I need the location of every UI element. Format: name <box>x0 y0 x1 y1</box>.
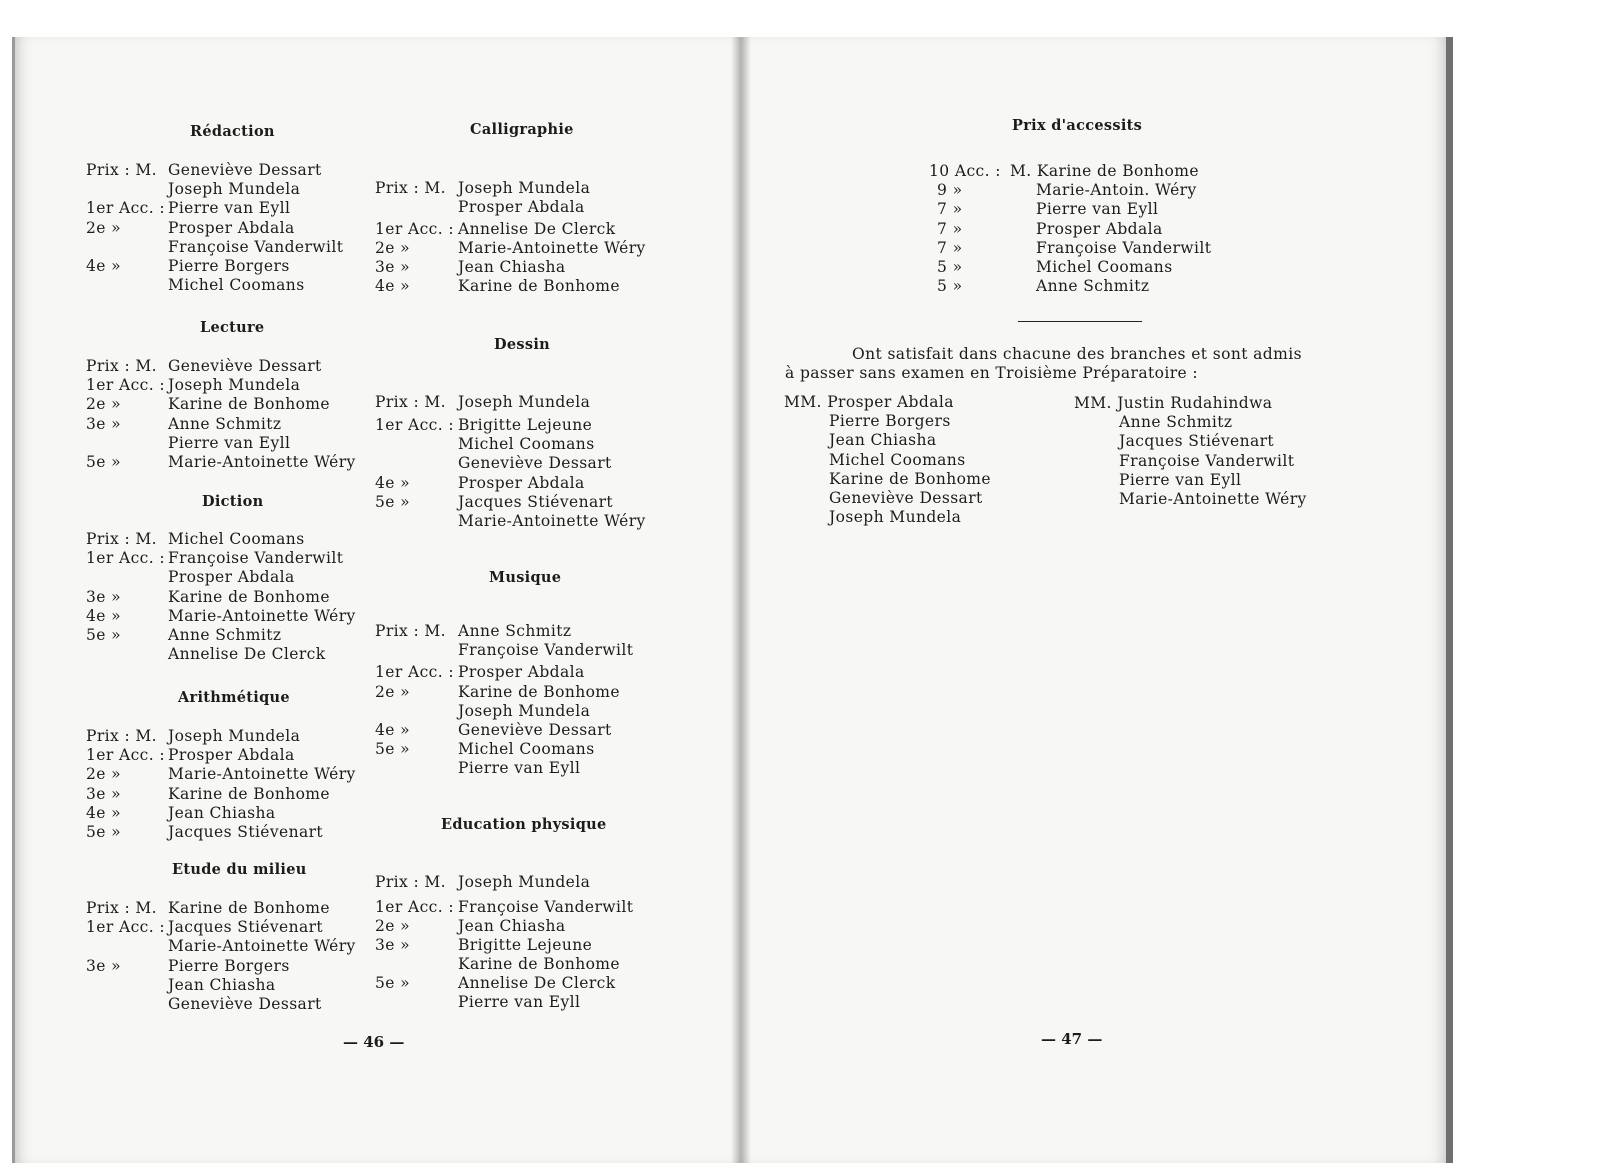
admitted-student-left: Joseph Mundela <box>829 508 962 527</box>
calligraphie-name: Annelise De Clerck <box>458 220 616 238</box>
diction-name: Marie-Antoinette Wéry <box>168 606 356 625</box>
arithmetique-name: Jacques Stiévenart <box>168 823 324 841</box>
redaction-name: Joseph Mundela <box>168 180 301 199</box>
calligraphie-name: Karine de Bonhome <box>458 277 620 295</box>
diction-rank: 5e » <box>86 626 122 644</box>
accessit-rank: 7 » <box>937 219 963 238</box>
etude-name: Jean Chiasha <box>168 975 276 994</box>
etude-heading: Etude du milieu <box>172 861 307 878</box>
redaction-name: Prosper Abdala <box>168 218 295 237</box>
musique-name: Françoise Vanderwilt <box>458 641 634 659</box>
redaction-rank: 1er Acc. : <box>86 199 166 218</box>
etude-name: Geneviève Dessart <box>168 995 322 1013</box>
accessits-heading: Prix d'accessits <box>1012 117 1143 134</box>
diction-name: Françoise Vanderwilt <box>168 549 344 568</box>
lecture-name: Joseph Mundela <box>168 376 301 395</box>
calligraphie-rank: 3e » <box>375 258 411 276</box>
diction-heading: Diction <box>202 493 264 510</box>
arithmetique-name: Prosper Abdala <box>168 746 295 765</box>
accessit-name: Michel Coomans <box>1036 258 1173 276</box>
diction-name: Prosper Abdala <box>168 568 295 587</box>
calligraphie-rank: 1er Acc. : <box>375 220 455 238</box>
admitted-student-right: Marie-Antoinette Wéry <box>1119 490 1307 508</box>
book-gutter <box>731 37 751 1163</box>
education-name: Annelise De Clerck <box>458 974 616 992</box>
arithmetique-rank: 4e » <box>86 803 122 822</box>
education-name: Joseph Mundela <box>458 873 591 891</box>
separator-rule <box>1018 321 1142 322</box>
musique-rank: Prix : M. <box>375 622 447 640</box>
etude-rank: Prix : M. <box>86 899 158 917</box>
lecture-rank: 2e » <box>86 395 122 414</box>
redaction-rank: Prix : M. <box>86 161 158 179</box>
dessin-name: Marie-Antoinette Wéry <box>458 512 646 530</box>
page-number-47: — 47 — <box>1041 1030 1103 1048</box>
dessin-rank: Prix : M. <box>375 393 447 411</box>
calligraphie-rank: 2e » <box>375 239 411 257</box>
diction-name: Michel Coomans <box>168 530 305 548</box>
arithmetique-name: Jean Chiasha <box>168 803 276 822</box>
etude-name: Jacques Stiévenart <box>168 918 324 937</box>
statement-line-2: à passer sans examen en Troisième Préparatoire : <box>785 364 1199 382</box>
lecture-name: Geneviève Dessart <box>168 357 322 375</box>
calligraphie-name: Jean Chiasha <box>458 258 566 276</box>
education-name: Pierre van Eyll <box>458 993 581 1011</box>
dessin-heading: Dessin <box>494 336 550 353</box>
redaction-name: Pierre Borgers <box>168 257 290 275</box>
accessit-rank: 10 Acc. : <box>929 162 1001 180</box>
admitted-student-right: Pierre van Eyll <box>1119 470 1242 489</box>
dessin-rank: 1er Acc. : <box>375 416 455 434</box>
lecture-rank: 1er Acc. : <box>86 376 166 395</box>
education-rank: 5e » <box>375 974 411 992</box>
etude-name: Karine de Bonhome <box>168 899 330 917</box>
admitted-student-right: MM. Justin Rudahindwa <box>1074 394 1273 412</box>
lecture-rank: Prix : M. <box>86 357 158 375</box>
musique-rank: 1er Acc. : <box>375 663 455 681</box>
redaction-name: Michel Coomans <box>168 276 305 295</box>
admitted-student-left: Michel Coomans <box>829 450 966 469</box>
diction-name: Karine de Bonhome <box>168 587 330 606</box>
etude-name: Marie-Antoinette Wéry <box>168 937 356 956</box>
calligraphie-rank: 4e » <box>375 277 411 295</box>
accessit-rank: 9 » <box>937 181 963 200</box>
statement-line-1: Ont satisfait dans chacune des branches et sont admis <box>852 345 1302 363</box>
admitted-student-left: MM. Prosper Abdala <box>784 393 954 411</box>
lecture-rank: 3e » <box>86 414 122 433</box>
lecture-name: Marie-Antoinette Wéry <box>168 453 356 471</box>
lecture-name: Anne Schmitz <box>168 414 282 433</box>
accessit-name: Pierre van Eyll <box>1036 200 1159 219</box>
accessit-rank: 5 » <box>937 258 963 276</box>
admitted-student-right: Jacques Stiévenart <box>1119 432 1275 451</box>
musique-heading: Musique <box>489 569 562 586</box>
arithmetique-rank: 1er Acc. : <box>86 746 166 765</box>
calligraphie-heading: Calligraphie <box>470 121 574 138</box>
dessin-name: Geneviève Dessart <box>458 454 612 472</box>
diction-rank: 1er Acc. : <box>86 549 166 568</box>
musique-name: Geneviève Dessart <box>458 721 612 739</box>
musique-rank: 2e » <box>375 683 411 701</box>
musique-name: Pierre van Eyll <box>458 759 581 777</box>
lecture-name: Pierre van Eyll <box>168 433 291 452</box>
accessit-rank: 5 » <box>937 277 963 296</box>
accessit-name: Marie-Antoin. Wéry <box>1036 181 1197 200</box>
admitted-student-left: Geneviève Dessart <box>829 489 983 507</box>
accessit-name: Prosper Abdala <box>1036 219 1163 238</box>
arithmetique-rank: 3e » <box>86 784 122 803</box>
musique-rank: 4e » <box>375 721 411 739</box>
arithmetique-name: Karine de Bonhome <box>168 784 330 803</box>
redaction-name: Françoise Vanderwilt <box>168 237 344 256</box>
arithmetique-rank: 2e » <box>86 765 122 784</box>
dessin-name: Prosper Abdala <box>458 474 585 492</box>
accessit-name: Françoise Vanderwilt <box>1036 238 1212 257</box>
page-number-46: — 46 — <box>343 1033 405 1051</box>
lecture-rank: 5e » <box>86 453 122 471</box>
musique-name: Joseph Mundela <box>458 702 591 720</box>
calligraphie-name: Prosper Abdala <box>458 198 585 216</box>
etude-rank: 1er Acc. : <box>86 918 166 937</box>
arithmetique-heading: Arithmétique <box>178 689 290 706</box>
etude-name: Pierre Borgers <box>168 956 290 975</box>
arithmetique-rank: Prix : M. <box>86 727 158 745</box>
education-name: Karine de Bonhome <box>458 955 620 973</box>
admitted-student-right: Françoise Vanderwilt <box>1119 451 1295 470</box>
dessin-name: Joseph Mundela <box>458 393 591 411</box>
education-rank: 3e » <box>375 936 411 954</box>
dessin-name: Brigitte Lejeune <box>458 416 593 434</box>
admitted-student-right: Anne Schmitz <box>1119 413 1233 432</box>
education-rank: Prix : M. <box>375 873 447 891</box>
dessin-name: Michel Coomans <box>458 435 595 453</box>
dessin-rank: 4e » <box>375 474 411 492</box>
lecture-name: Karine de Bonhome <box>168 395 330 414</box>
diction-rank: 4e » <box>86 606 122 625</box>
arithmetique-name: Joseph Mundela <box>168 727 301 745</box>
accessit-name: M. Karine de Bonhome <box>1010 162 1199 180</box>
redaction-name: Geneviève Dessart <box>168 161 322 179</box>
admitted-student-left: Karine de Bonhome <box>829 469 991 488</box>
musique-name: Prosper Abdala <box>458 663 585 681</box>
diction-rank: Prix : M. <box>86 530 158 548</box>
calligraphie-name: Marie-Antoinette Wéry <box>458 239 646 257</box>
redaction-name: Pierre van Eyll <box>168 199 291 218</box>
arithmetique-name: Marie-Antoinette Wéry <box>168 765 356 784</box>
admitted-student-left: Pierre Borgers <box>829 412 951 431</box>
accessit-rank: 7 » <box>937 200 963 219</box>
calligraphie-rank: Prix : M. <box>375 179 447 197</box>
etude-rank: 3e » <box>86 956 122 975</box>
admitted-student-left: Jean Chiasha <box>829 431 937 450</box>
lecture-heading: Lecture <box>200 319 265 336</box>
education-heading: Education physique <box>441 816 607 833</box>
calligraphie-name: Joseph Mundela <box>458 179 591 197</box>
redaction-rank: 4e » <box>86 257 122 275</box>
education-name: Brigitte Lejeune <box>458 936 593 954</box>
arithmetique-rank: 5e » <box>86 823 122 841</box>
diction-name: Annelise De Clerck <box>168 645 326 664</box>
dessin-rank: 5e » <box>375 493 411 511</box>
musique-name: Anne Schmitz <box>458 622 572 640</box>
education-name: Françoise Vanderwilt <box>458 898 634 916</box>
education-rank: 1er Acc. : <box>375 898 455 916</box>
accessit-rank: 7 » <box>937 238 963 257</box>
education-rank: 2e » <box>375 917 411 935</box>
musique-name: Michel Coomans <box>458 740 595 758</box>
accessit-name: Anne Schmitz <box>1036 277 1150 296</box>
dessin-name: Jacques Stiévenart <box>458 493 614 511</box>
diction-name: Anne Schmitz <box>168 626 282 644</box>
education-name: Jean Chiasha <box>458 917 566 935</box>
diction-rank: 3e » <box>86 587 122 606</box>
redaction-heading: Rédaction <box>190 123 275 140</box>
redaction-rank: 2e » <box>86 218 122 237</box>
musique-name: Karine de Bonhome <box>458 683 620 701</box>
musique-rank: 5e » <box>375 740 411 758</box>
